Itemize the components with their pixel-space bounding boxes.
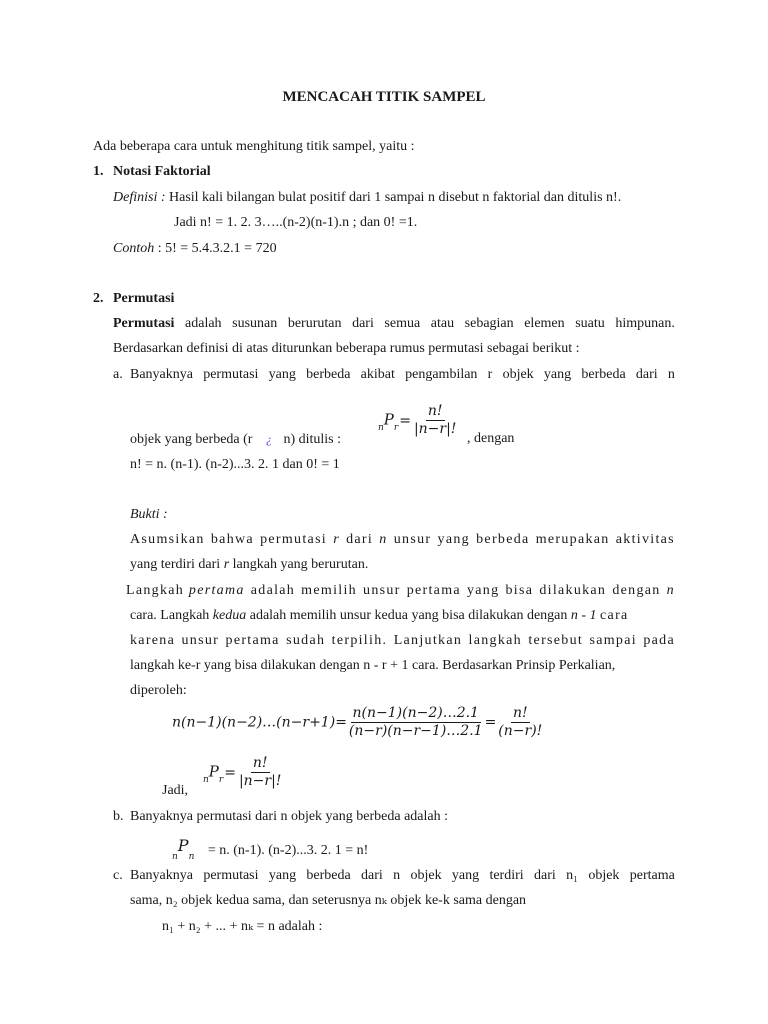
- derivation-numerator: n!: [512, 705, 528, 721]
- item-c-label: c.: [113, 868, 123, 883]
- word: karena: [130, 633, 176, 648]
- word: permutasi: [203, 868, 259, 883]
- word: dari: [361, 868, 383, 883]
- derivation-lhs: n(n−1)(n−2)…(n−r+1): [172, 714, 336, 731]
- word: dilakukan: [539, 583, 607, 598]
- formula-eq: =: [399, 412, 411, 429]
- proof-line2: [130, 556, 368, 574]
- formula-p: P: [208, 762, 219, 781]
- formula-right-sub: r: [218, 774, 224, 785]
- word: yang: [268, 367, 296, 382]
- word: yang: [451, 868, 480, 883]
- word: bisa: [505, 583, 534, 598]
- word: susunan: [232, 316, 278, 331]
- text: adalah memilih unsur kedua yang bisa dilakukan dengan: [249, 608, 568, 623]
- proof-line5: [130, 632, 675, 650]
- formula-p: P: [177, 836, 189, 855]
- word: n: [666, 583, 675, 598]
- formula-p: P: [383, 410, 394, 429]
- text: cara. Langkah: [130, 608, 210, 623]
- text: kedua: [212, 608, 247, 623]
- word: dari: [534, 868, 556, 883]
- word: n: [393, 868, 401, 883]
- word: r: [333, 532, 340, 547]
- definition-label: Definisi :: [113, 190, 166, 205]
- word: merupakan: [535, 532, 610, 547]
- word: dari: [346, 532, 374, 547]
- word: yang: [466, 583, 500, 598]
- word: n₁: [566, 868, 578, 883]
- definition-line2: Jadi n! = 1. 2. 3…..(n-2)(n-1).n ; dan 0! =1.: [174, 215, 418, 230]
- formula-denominator: |n−r|!: [238, 773, 282, 789]
- word: adalah: [185, 316, 222, 331]
- text: langkah yang berurutan.: [232, 557, 369, 572]
- word: terdiri: [489, 868, 524, 883]
- item-b-label: b.: [113, 809, 124, 824]
- word: pengambilan: [405, 367, 478, 382]
- word: atau: [430, 316, 455, 331]
- section2-number: 2.: [93, 291, 104, 306]
- formula-left-sub: n: [203, 774, 209, 785]
- line3-start: [126, 582, 245, 600]
- proof-label: Bukti :: [130, 507, 168, 522]
- formula-right-sub: n: [188, 852, 195, 862]
- proof-line6: langkah ke-r yang bisa dilakukan dengan n - r + 1 cara. Berdasarkan Prinsip Perkalian,: [130, 658, 616, 673]
- derivation-eq: =: [335, 714, 347, 731]
- text: pertama: [188, 583, 245, 598]
- word: Lanjutkan: [393, 633, 463, 648]
- word: terpilih.: [331, 633, 388, 648]
- formula-denominator: |n−r|!: [413, 421, 457, 437]
- definition-line: [113, 189, 621, 207]
- text: Langkah: [126, 583, 185, 598]
- word: n: [379, 532, 388, 547]
- word: pada: [643, 633, 675, 648]
- derivation-fraction1: [347, 706, 485, 739]
- word: tersebut: [528, 633, 584, 648]
- word: suatu: [575, 316, 605, 331]
- word: dengan: [612, 583, 661, 598]
- word: yang: [268, 868, 297, 883]
- item-b-text: Banyaknya permutasi dari n objek yang berbeda adalah :: [130, 809, 448, 824]
- word: berbeda: [306, 367, 351, 382]
- word: adalah: [250, 583, 296, 598]
- word: objek: [588, 868, 620, 883]
- word: elemen: [524, 316, 565, 331]
- word: langkah: [468, 633, 522, 648]
- text: yang terdiri dari: [130, 557, 221, 572]
- text: cara: [600, 608, 629, 623]
- proof-line1: [130, 531, 675, 549]
- word: Banyaknya: [130, 367, 193, 382]
- word: unsur: [393, 532, 432, 547]
- word: semua: [384, 316, 421, 331]
- item-c-line1: [130, 867, 675, 885]
- proof-line7: diperoleh:: [130, 683, 187, 698]
- word: r: [487, 367, 493, 382]
- word: pertama: [225, 633, 280, 648]
- word: himpunan.: [615, 316, 675, 331]
- word: permutasi: [203, 367, 259, 382]
- text: n - 1: [570, 608, 597, 623]
- proof-derivation: [172, 706, 544, 739]
- item-b-formula: [172, 836, 369, 862]
- text: objek yang berbeda (r: [130, 432, 253, 447]
- word: Asumsikan: [130, 532, 205, 547]
- item-a-line3: n! = n. (n-1). (n-2)...3. 2. 1 dan 0! = 1: [130, 457, 340, 472]
- permutation-definition-line2: Berdasarkan definisi di atas diturunkan beberapa rumus permutasi sebagai berikut :: [113, 341, 580, 356]
- word: memilih: [301, 583, 357, 598]
- intro-text: Ada beberapa cara untuk menghitung titik sampel, yaitu :: [93, 139, 415, 154]
- formula-fraction: [412, 404, 459, 437]
- word: dari: [635, 367, 658, 382]
- page-title: MENCACAH TITIK SAMPEL: [282, 89, 486, 105]
- word: objek: [410, 868, 442, 883]
- item-c-line3: n₁ + n₂ + ... + nₖ = n adalah :: [162, 919, 323, 934]
- item-c-line2: sama, n₂ objek kedua sama, dan seterusnya nₖ objek ke-k sama dengan: [130, 893, 527, 908]
- proof-line3: [126, 582, 675, 600]
- word: objek: [502, 367, 534, 382]
- word: sebagian: [464, 316, 514, 331]
- word: akibat: [360, 367, 395, 382]
- formula-text: = n. (n-1). (n-2)...3. 2. 1 = n!: [207, 843, 369, 858]
- jadi-formula: [203, 756, 283, 789]
- word: bahwa: [210, 532, 254, 547]
- word: berbeda: [581, 367, 626, 382]
- definition-text: Hasil kali bilangan bulat positif dari 1 sampai n disebut n faktorial dan ditulis n!.: [169, 190, 622, 205]
- derivation-fraction2: [496, 706, 544, 739]
- item-a-label: a.: [113, 367, 123, 382]
- example-line: [113, 240, 277, 258]
- formula-left-sub: n: [378, 422, 384, 433]
- item-a-line2-pre: [130, 430, 341, 449]
- word: unsur: [363, 583, 401, 598]
- word: pertama: [406, 583, 461, 598]
- formula-numerator: n!: [427, 403, 443, 419]
- word: dari: [352, 316, 374, 331]
- formula-fraction: [237, 756, 284, 789]
- item-a-line1: [130, 366, 675, 384]
- item-a-line2-end: , dengan: [467, 431, 515, 446]
- section2-heading: Permutasi: [113, 291, 175, 306]
- formula-eq: =: [224, 764, 236, 781]
- inequality-symbol: ¿: [265, 432, 272, 446]
- proof-line4: [130, 607, 675, 625]
- word: aktivitas: [615, 532, 675, 547]
- permutation-formula: [378, 404, 458, 437]
- word: yang: [543, 367, 572, 382]
- text: n) ditulis :: [283, 432, 342, 447]
- word: pertama: [629, 868, 675, 883]
- example-text: : 5! = 5.4.3.2.1 = 720: [157, 241, 277, 256]
- text: r: [223, 557, 230, 572]
- word: permutasi: [260, 532, 328, 547]
- derivation-denominator: (n−r)(n−r−1)…2.1: [348, 723, 483, 739]
- word: berbeda: [476, 532, 530, 547]
- derivation-numerator: n(n−1)(n−2)…2.1: [352, 705, 479, 721]
- formula-right-sub: r: [393, 422, 399, 433]
- formula-numerator: n!: [252, 755, 268, 771]
- example-label: Contoh: [113, 241, 155, 256]
- word: sudah: [286, 633, 326, 648]
- section1-number: 1.: [93, 164, 104, 179]
- word: unsur: [181, 633, 220, 648]
- jadi-label: Jadi,: [162, 783, 189, 798]
- word: n: [667, 367, 675, 382]
- word: berbeda: [306, 868, 351, 883]
- word: sampai: [589, 633, 637, 648]
- formula-left-sub: n: [172, 852, 178, 862]
- word: Banyaknya: [130, 868, 193, 883]
- derivation-eq: =: [484, 714, 497, 731]
- permutation-definition: [113, 315, 675, 333]
- word: yang: [437, 532, 470, 547]
- derivation-denominator: (n−r)!: [498, 723, 543, 739]
- word: berurutan: [287, 316, 342, 331]
- section1-heading: Notasi Faktorial: [113, 164, 211, 179]
- permutation-term: Permutasi: [113, 316, 175, 331]
